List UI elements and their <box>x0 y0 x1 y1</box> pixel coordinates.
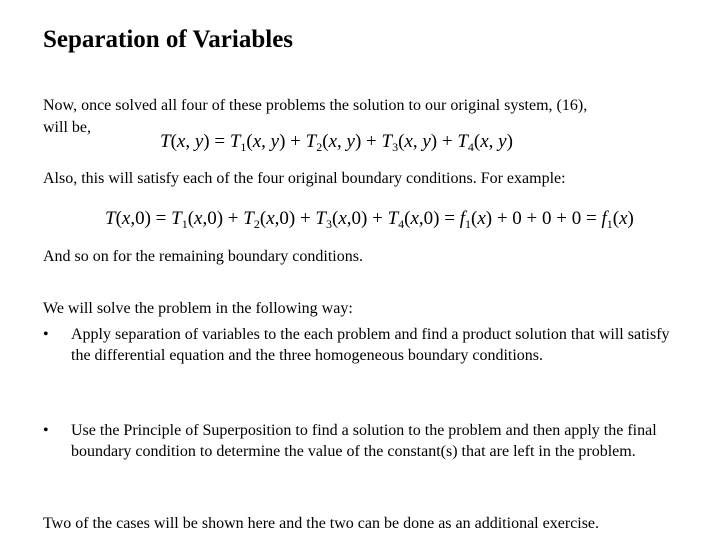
bullet-text: Apply separation of variables to the each problem and find a product solution that will satisfy the differential equation and the three homogeneous boundary conditions. <box>71 326 670 364</box>
bullet-icon: • <box>43 422 49 439</box>
paragraph-remaining: And so on for the remaining boundary conditions. <box>43 248 363 265</box>
paragraph-closing: Two of the cases will be shown here and the two can be done as an additional exercise. <box>43 515 600 532</box>
bullet-item-separation <box>43 324 683 390</box>
equation-boundary-example: $T(x,0) = T_1(x,0) + T_2(x,0) + T_3(x,0) + T_4(x,0) = f_1(x) + 0 + 0 + 0 = f_1(x)$ <box>105 208 634 231</box>
paragraph-boundary: Also, this will satisfy each of the four original boundary conditions. For example: <box>43 170 566 187</box>
paragraph-solution-line1: Now, once solved all four of these problems the solution to our original system, (16), <box>43 97 588 114</box>
paragraph-method: We will solve the problem in the following way: <box>43 300 353 317</box>
equation-superposition: T(x, $y) = T_1(x$, $y) + T_2(x$, $y) + T_3(x$, $y) + T_4(x$, y) <box>160 131 513 154</box>
slide-title: Separation of Variables <box>43 26 294 53</box>
bullet-text: Use the Principle of Superposition to find a solution to the problem and then apply the final boundary condition to determine the value of the constant(s) that are left in the problem. <box>71 422 657 460</box>
paragraph-solution-line2: will be, <box>43 119 91 136</box>
bullet-item-superposition <box>43 420 683 486</box>
bullet-icon: • <box>43 326 49 343</box>
